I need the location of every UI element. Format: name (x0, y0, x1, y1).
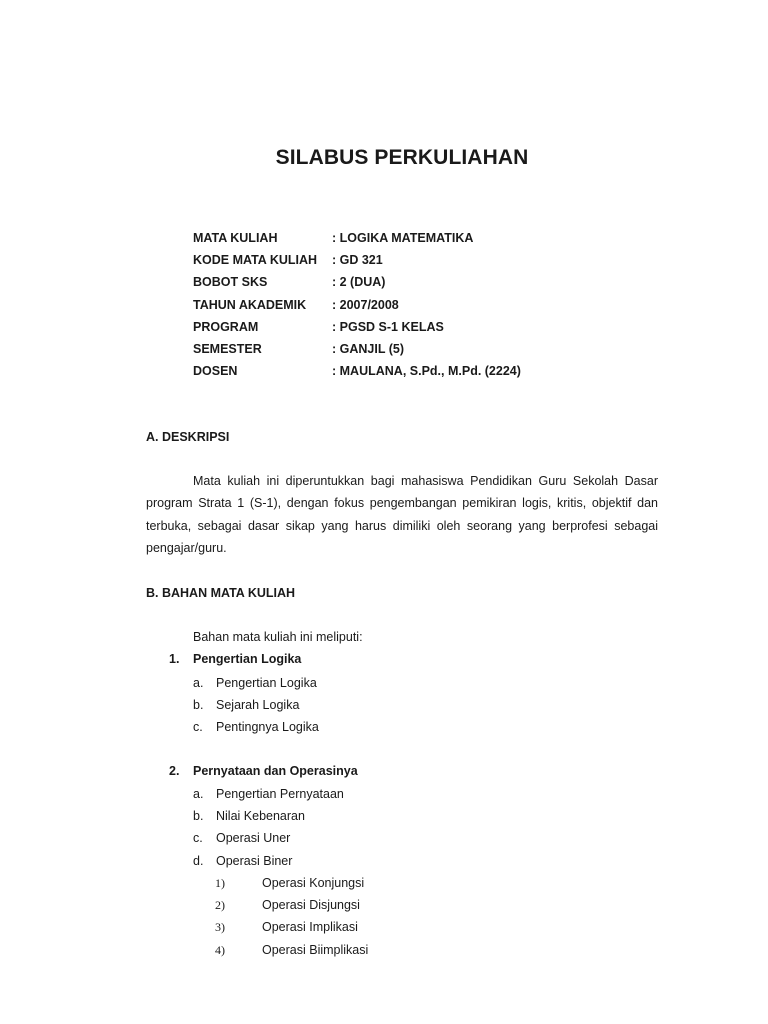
info-label: BOBOT SKS (193, 275, 268, 290)
topic-2-list (193, 783, 344, 872)
list-item (215, 872, 368, 894)
list-item (193, 827, 344, 849)
list-item (193, 716, 319, 738)
topic-label: Pengertian Logika (193, 652, 302, 666)
list-letter: b. (193, 698, 204, 713)
list-letter: a. (193, 676, 204, 690)
list-letter: a. (193, 787, 204, 801)
list-text: Operasi Implikasi (262, 920, 358, 935)
info-label: DOSEN (193, 364, 238, 379)
list-item (193, 672, 319, 694)
list-item (193, 783, 344, 805)
info-value: : 2007/2008 (332, 297, 399, 312)
list-text: Operasi Konjungsi (262, 876, 365, 890)
list-number: 4) (215, 942, 225, 957)
list-text: Pengertian Pernyataan (216, 787, 344, 801)
list-number: 2) (215, 898, 225, 913)
list-letter: c. (193, 720, 203, 735)
list-text: Operasi Disjungsi (262, 898, 360, 913)
list-number: 3) (215, 920, 225, 935)
info-label: PROGRAM (193, 319, 259, 334)
info-row-semester (193, 338, 521, 360)
list-item (193, 850, 344, 872)
topic-title (169, 652, 301, 666)
info-row-credits (193, 271, 521, 293)
info-value: : GD 321 (332, 253, 383, 268)
info-row-course (193, 227, 521, 249)
course-info-table (193, 227, 521, 382)
list-item (193, 694, 319, 716)
list-item (215, 894, 368, 916)
list-text: Pentingnya Logika (216, 720, 319, 735)
list-text: Sejarah Logika (216, 698, 300, 713)
info-value: : PGSD S-1 KELAS (332, 319, 444, 334)
binary-operations-list (215, 872, 368, 961)
list-item (193, 805, 344, 827)
info-value: : LOGIKA MATEMATIKA (332, 231, 474, 245)
material-intro: Bahan mata kuliah ini meliputi: (193, 630, 363, 644)
info-row-program (193, 316, 521, 338)
list-text: Operasi Biimplikasi (262, 942, 369, 957)
topic-number: 2. (169, 764, 180, 778)
topic-1-list (193, 672, 319, 739)
description-paragraph: Mata kuliah ini diperuntukkan bagi mahasiswa Pendidikan Guru Sekolah Dasar program Strata 1 (S-1), dengan fokus pengembangan pemikiran logis, kritis, objektif dan terbuka, sebagai dasar sikap yang harus dimiliki oleh seorang yang berprofesi sebagai pengajar/guru. (146, 474, 658, 556)
list-letter: c. (193, 831, 203, 846)
list-letter: d. (193, 853, 204, 868)
info-label: TAHUN AKADEMIK (193, 297, 307, 312)
topic-label: Pernyataan dan Operasinya (193, 764, 358, 778)
info-label: SEMESTER (193, 341, 262, 356)
topic-title (169, 764, 358, 778)
list-item (215, 916, 368, 938)
list-text: Pengertian Logika (216, 676, 317, 690)
info-label: MATA KULIAH (193, 231, 278, 245)
list-number: 1) (215, 876, 225, 890)
list-text: Operasi Uner (216, 831, 291, 846)
topic-number: 1. (169, 652, 180, 666)
list-text: Nilai Kebenaran (216, 809, 305, 824)
info-value: : GANJIL (5) (332, 341, 404, 356)
list-letter: b. (193, 809, 204, 824)
info-row-lecturer (193, 360, 521, 382)
list-text: Operasi Biner (216, 853, 293, 868)
page-title: SILABUS PERKULIAHAN (275, 146, 529, 169)
info-value: : 2 (DUA) (332, 275, 386, 290)
info-row-code (193, 249, 521, 271)
list-item (215, 939, 368, 961)
section-heading-description: A. DESKRIPSI (146, 430, 230, 444)
info-value: : MAULANA, S.Pd., M.Pd. (2224) (332, 364, 521, 379)
info-row-academic-year (193, 294, 521, 316)
info-label: KODE MATA KULIAH (193, 253, 318, 268)
section-heading-course-material: B. BAHAN MATA KULIAH (146, 586, 296, 600)
